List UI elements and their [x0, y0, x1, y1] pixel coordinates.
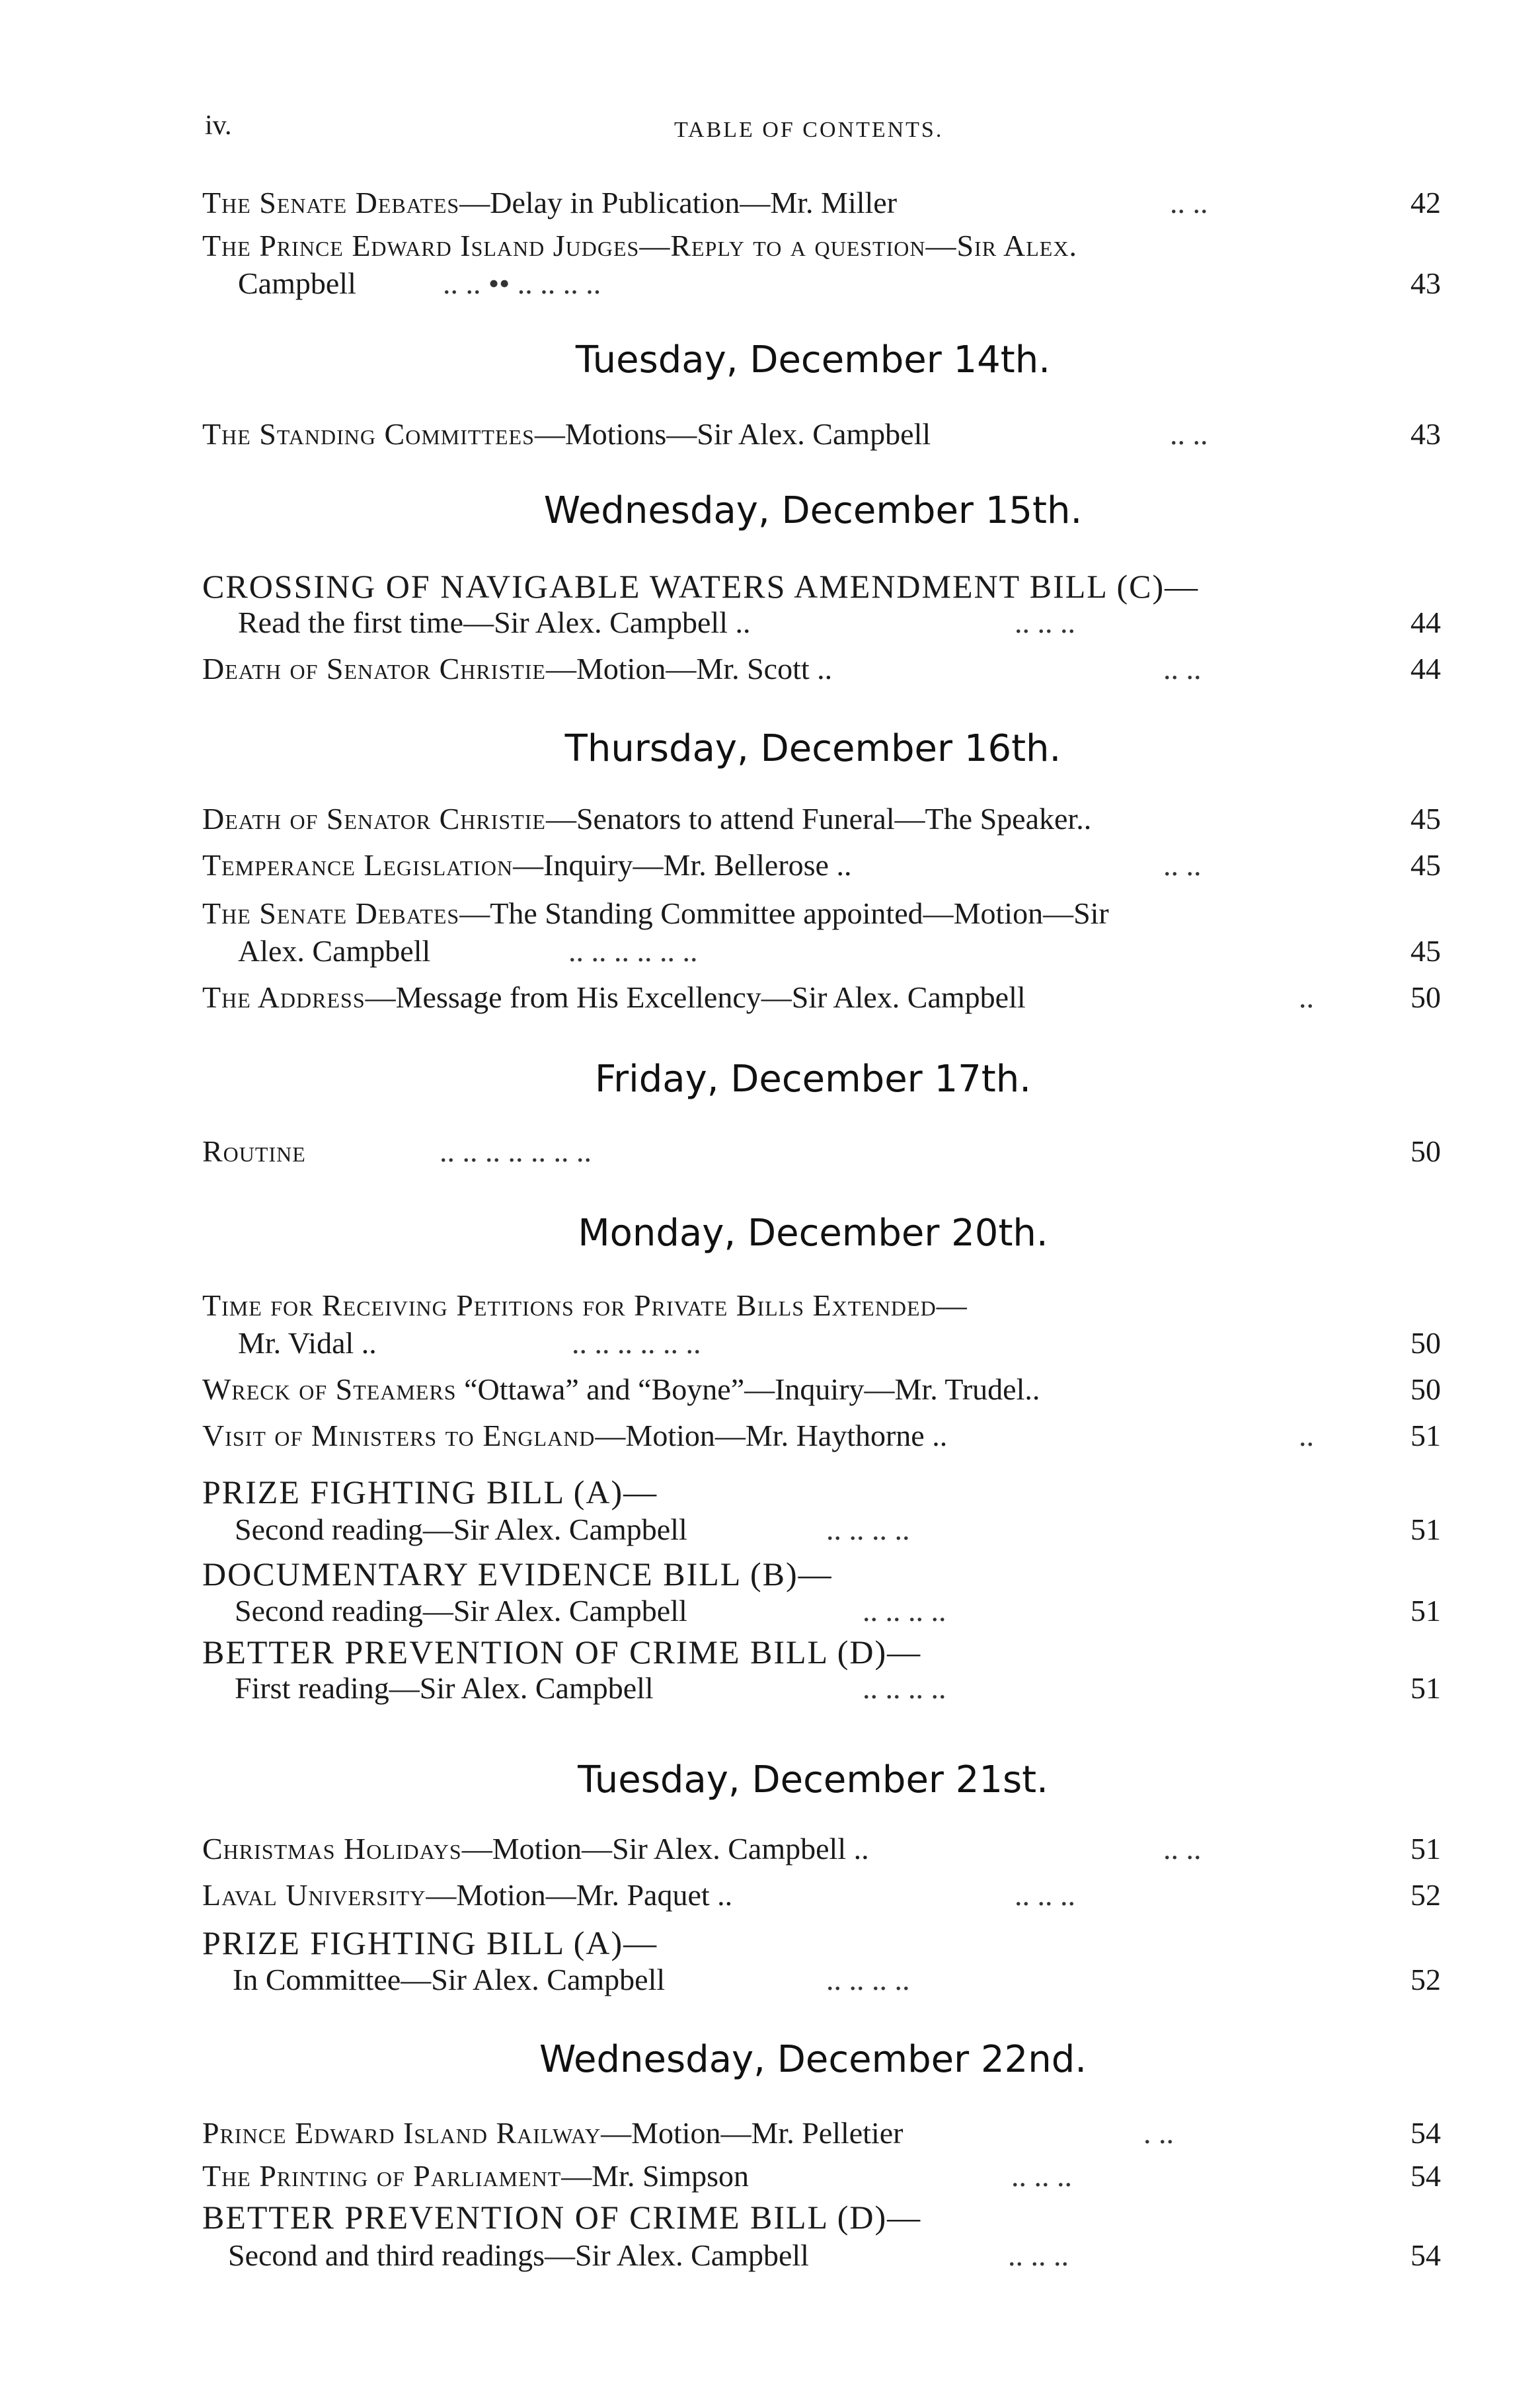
- entry-page: 51: [1410, 1671, 1441, 1705]
- entry-continuation: Alex. Campbell: [238, 934, 431, 968]
- entry-title: Time for Receiving Petitions for Private Bills Extended—: [202, 1288, 968, 1322]
- entry-page: 50: [1410, 1134, 1441, 1168]
- toc-entry: Routine: [202, 1134, 306, 1168]
- entry-text: —Mr. Simpson: [561, 2159, 750, 2193]
- toc-entry: BETTER PREVENTION OF CRIME BILL (D)—: [202, 1633, 922, 1670]
- toc-entry: [202, 651, 832, 686]
- entry-title: Death of Senator Christie: [202, 802, 546, 836]
- entry-page: 51: [1410, 1594, 1441, 1628]
- toc-entry: PRIZE FIGHTING BILL (A)—: [202, 1924, 658, 1961]
- toc-entry: [202, 980, 1026, 1015]
- entry-text: —Motion—Mr. Haythorne ..: [595, 1419, 948, 1452]
- toc-entry: [202, 847, 851, 883]
- toc-entry: PRIZE FIGHTING BILL (A)—: [202, 1474, 658, 1511]
- leader-dots: .. .. ..: [1015, 606, 1075, 639]
- entry-continuation: Campbell: [238, 266, 356, 300]
- entry-continuation: Second reading—Sir Alex. Campbell: [235, 1513, 687, 1546]
- toc-entry: [202, 1877, 732, 1912]
- entry-title: Prince Edward Island Railway: [202, 2116, 601, 2150]
- entry-title: The Address: [202, 980, 366, 1014]
- entry-text: —Message from His Excellency—Sir Alex. Campbell: [365, 980, 1026, 1014]
- leader-dots: .. ..: [1170, 417, 1208, 451]
- entry-continuation: Second reading—Sir Alex. Campbell: [235, 1594, 687, 1628]
- entry-page: 54: [1410, 2116, 1441, 2150]
- entry-title: The Standing Committees: [202, 417, 535, 451]
- entry-title: The Senate Debates: [202, 896, 460, 930]
- entry-page: 42: [1410, 186, 1441, 219]
- leader-dots: .. .. .. .. .. ..: [572, 1326, 701, 1360]
- entry-text: —Motion—Mr. Paquet ..: [426, 1878, 733, 1912]
- leader-dots: .. ..: [1170, 186, 1208, 219]
- entry-page: 43: [1410, 266, 1441, 300]
- day-heading: Monday, December 20th.: [578, 1212, 1048, 1255]
- toc-entry: [202, 1831, 869, 1866]
- leader-dots: . ..: [1143, 2116, 1174, 2150]
- toc-entry: [202, 801, 1091, 836]
- toc-entry: [202, 185, 897, 220]
- day-heading: Friday, December 17th.: [594, 1058, 1032, 1101]
- leader-dots: ..: [1299, 1419, 1314, 1452]
- entry-text: —Inquiry—Mr. Bellerose ..: [513, 848, 852, 882]
- entry-page: 52: [1410, 1878, 1441, 1912]
- entry-page: 54: [1410, 2238, 1441, 2272]
- entry-title: Death of Senator Christie: [202, 652, 546, 686]
- leader-dots: ..: [1299, 980, 1314, 1014]
- day-heading: Wednesday, December 15th.: [543, 489, 1083, 532]
- leader-dots: .. .. .. ..: [826, 1513, 910, 1546]
- leader-dots: .. ..: [1163, 1832, 1202, 1866]
- entry-page: 45: [1410, 934, 1441, 968]
- day-heading: Thursday, December 16th.: [564, 727, 1061, 770]
- toc-entry: BETTER PREVENTION OF CRIME BILL (D)—: [202, 2199, 922, 2236]
- leader-dots: .. .. ..: [1008, 2238, 1069, 2272]
- entry-text: “Ottawa” and “Boyne”—Inquiry—Mr. Trudel..: [456, 1372, 1040, 1406]
- entry-text: —Motions—Sir Alex. Campbell: [534, 417, 931, 451]
- entry-text: —Senators to attend Funeral—The Speaker..: [545, 802, 1092, 836]
- toc-entry: [202, 2115, 903, 2150]
- entry-continuation: In Committee—Sir Alex. Campbell: [233, 1963, 666, 1996]
- entry-text: —Motion—Sir Alex. Campbell ..: [461, 1832, 869, 1866]
- entry-title: Christmas Holidays: [202, 1832, 462, 1866]
- entry-title: Laval University: [202, 1878, 426, 1912]
- toc-entry: DOCUMENTARY EVIDENCE BILL (B)—: [202, 1555, 833, 1592]
- entry-page: 50: [1410, 1326, 1441, 1360]
- toc-entry: [202, 1288, 1332, 1323]
- entry-page: 50: [1410, 980, 1441, 1014]
- entry-page: 54: [1410, 2159, 1441, 2193]
- entry-continuation: First reading—Sir Alex. Campbell: [235, 1671, 654, 1705]
- running-title: TABLE OF CONTENTS.: [674, 118, 944, 142]
- entry-page: 51: [1410, 1419, 1441, 1452]
- entry-title: Temperance Legislation: [202, 848, 514, 882]
- entry-page: 45: [1410, 802, 1441, 836]
- leader-dots: .. .. •• .. .. .. ..: [443, 266, 601, 300]
- entry-title: Wreck of Steamers: [202, 1372, 457, 1406]
- leader-dots: .. .. .. ..: [863, 1594, 946, 1628]
- entry-text: —Motion—Mr. Pelletier: [601, 2116, 904, 2150]
- entry-page: 44: [1410, 606, 1441, 639]
- entry-title: The Prince Edward Island Judges—Reply to a question—Sir Alex.: [202, 229, 1077, 262]
- leader-dots: .. .. .. .. .. .. ..: [440, 1134, 592, 1168]
- toc-entry: [202, 1372, 1040, 1407]
- leader-dots: .. .. .. ..: [863, 1671, 946, 1705]
- toc-entry: [202, 2158, 749, 2193]
- entry-title: The Senate Debates: [202, 186, 460, 219]
- day-heading: Wednesday, December 22nd.: [539, 2038, 1087, 2081]
- toc-entry: [202, 896, 1109, 931]
- entry-page: 51: [1410, 1513, 1441, 1546]
- entry-page: 45: [1410, 848, 1441, 882]
- leader-dots: .. ..: [1163, 848, 1202, 882]
- page-number: iv.: [205, 110, 232, 141]
- leader-dots: .. .. ..: [1011, 2159, 1072, 2193]
- day-heading: Tuesday, December 14th.: [575, 338, 1051, 381]
- entry-continuation: Read the first time—Sir Alex. Campbell ..: [238, 606, 751, 639]
- toc-entry: [202, 228, 1332, 263]
- toc-entry: [202, 416, 931, 452]
- entry-page: 44: [1410, 652, 1441, 686]
- toc-entry: [202, 1418, 947, 1453]
- leader-dots: .. ..: [1163, 652, 1202, 686]
- entry-page: 51: [1410, 1832, 1441, 1866]
- entry-title: The Printing of Parliament: [202, 2159, 562, 2193]
- leader-dots: .. .. .. ..: [826, 1963, 910, 1996]
- entry-text: —The Standing Committee appointed—Motion—Sir: [459, 896, 1109, 930]
- leader-dots: .. .. .. .. .. ..: [568, 934, 698, 968]
- entry-text: —Motion—Mr. Scott ..: [545, 652, 833, 686]
- entry-page: 50: [1410, 1372, 1441, 1406]
- entry-title: Visit of Ministers to England: [202, 1419, 596, 1452]
- toc-entry: CROSSING OF NAVIGABLE WATERS AMENDMENT BILL (C)—: [202, 568, 1200, 605]
- entry-continuation: Mr. Vidal ..: [238, 1326, 377, 1360]
- entry-page: 52: [1410, 1963, 1441, 1996]
- entry-continuation: Second and third readings—Sir Alex. Campbell: [228, 2238, 809, 2272]
- entry-page: 43: [1410, 417, 1441, 451]
- entry-text: —Delay in Publication—Mr. Miller: [459, 186, 898, 219]
- day-heading: Tuesday, December 21st.: [578, 1758, 1048, 1801]
- leader-dots: .. .. ..: [1015, 1878, 1075, 1912]
